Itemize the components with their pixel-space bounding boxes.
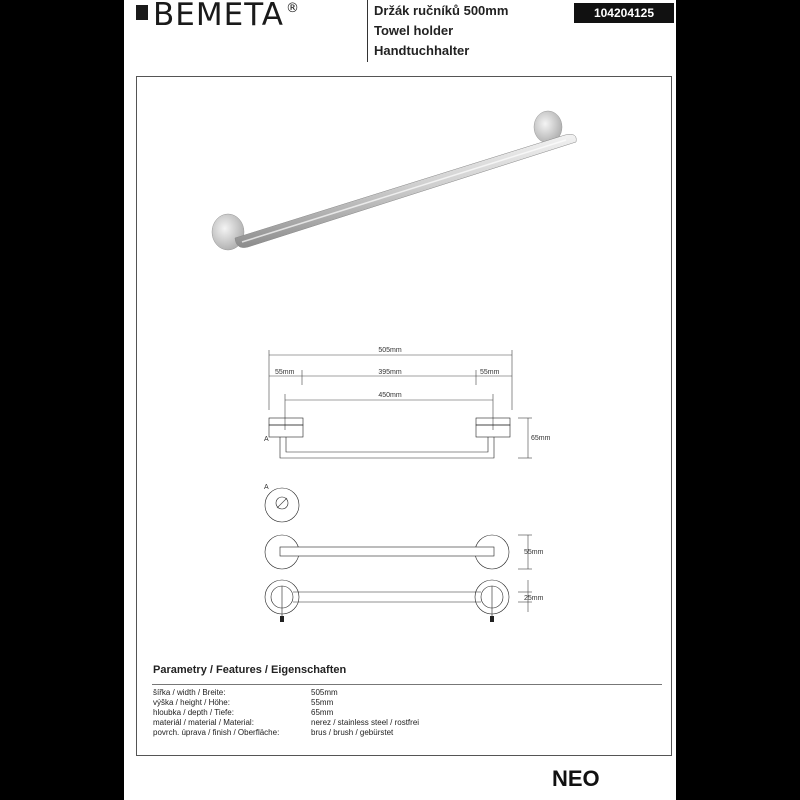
dim-bar-dia: 25mm: [524, 595, 544, 602]
param-row: šířka / width / Breite: 505mm: [153, 688, 338, 697]
dim-depth: 65mm: [531, 435, 551, 442]
dim-center-distance: 450mm: [378, 392, 402, 399]
params-title: Parametry / Features / Eigenschaften: [153, 664, 347, 676]
product-code: 104204125: [574, 3, 674, 23]
param-row: výška / height / Höhe: 55mm: [153, 698, 334, 707]
title-en: Towel holder: [374, 23, 454, 38]
dim-total-width: 505mm: [378, 347, 402, 354]
param-row: povrch. úprava / finish / Oberfläche: brus / brush / gebürstet: [153, 728, 394, 737]
dim-left-offset: 55mm: [275, 369, 295, 376]
title-cz: Držák ručníků 500mm: [374, 3, 509, 18]
dim-height: 55mm: [524, 549, 544, 556]
param-row: materiál / material / Material: nerez / stainless steel / rostfrei: [153, 718, 420, 727]
dim-right-offset: 55mm: [480, 369, 500, 376]
section-label-detail: A: [264, 484, 269, 491]
product-photo: [190, 100, 590, 280]
dim-inner: 395mm: [378, 369, 402, 376]
param-row: hloubka / depth / Tiefe: 65mm: [153, 708, 334, 717]
title-de: Handtuchhalter: [374, 43, 470, 58]
header-divider: [367, 0, 368, 62]
section-label-side: A: [264, 436, 269, 443]
technical-drawing: [240, 340, 570, 640]
brand-logo: BEMETA ®: [153, 0, 300, 33]
series-name: NEO: [552, 766, 600, 791]
product-title: [374, 1, 508, 61]
params-divider: [152, 684, 662, 685]
brand-logo-mark: [136, 5, 148, 20]
params-table: [153, 688, 419, 738]
